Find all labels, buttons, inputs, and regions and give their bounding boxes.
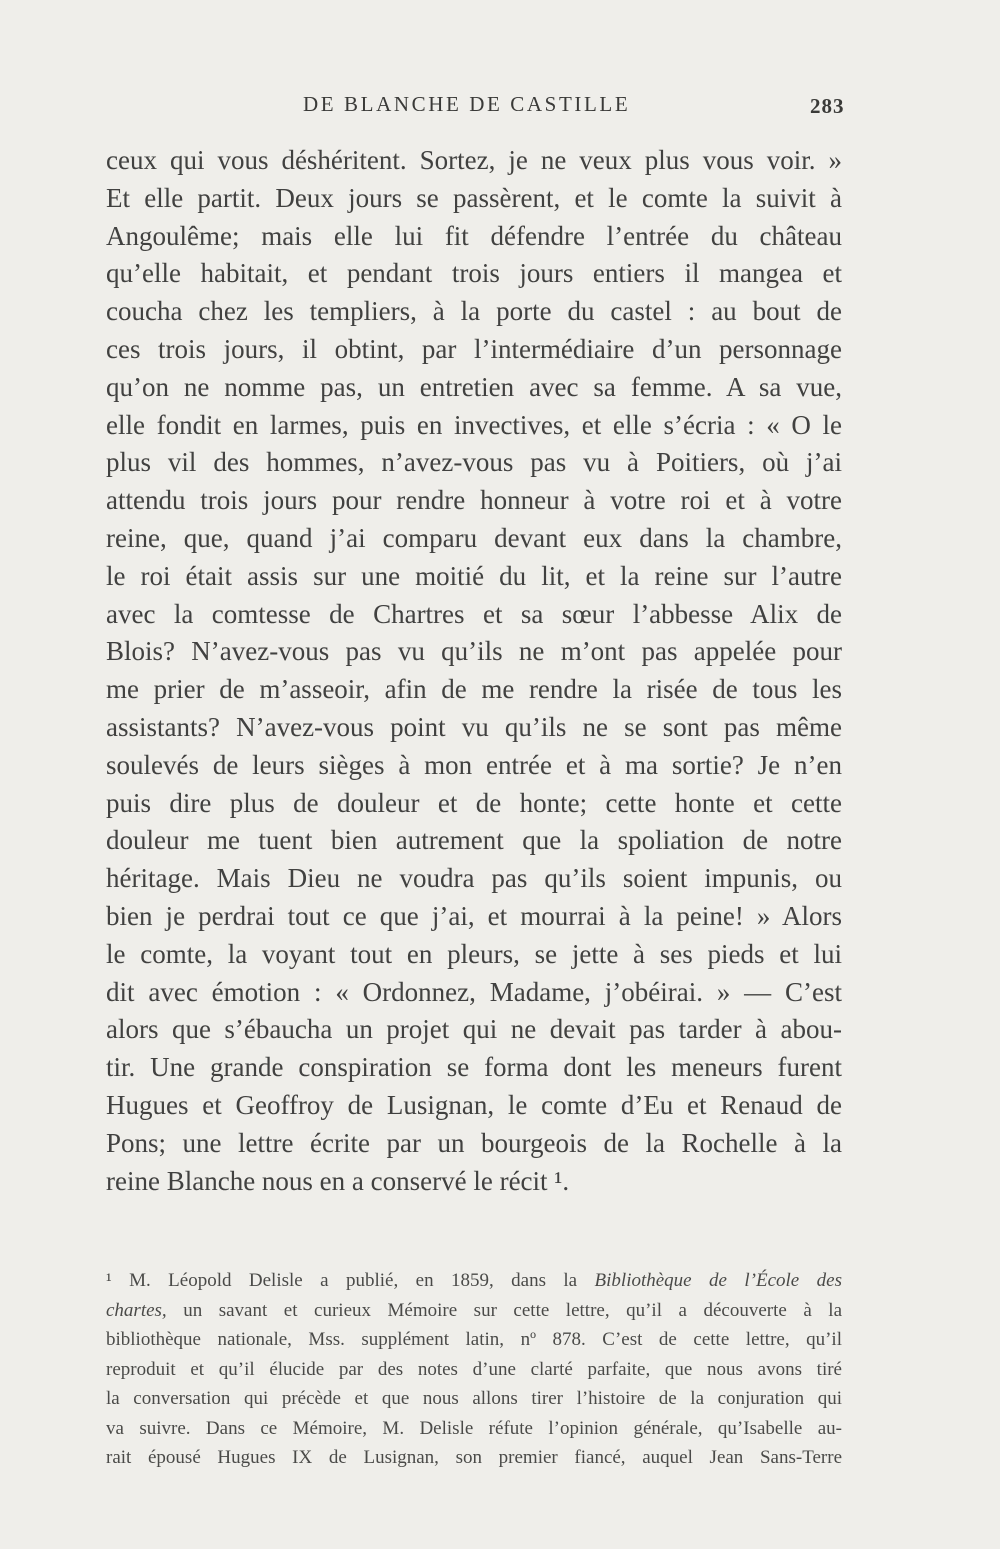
- body-line: plus vil des hommes, n’avez-vous pas vu à Poitiers, où j’ai: [106, 447, 842, 478]
- footnote-text: ¹ M. Léopold Delisle a publié, en 1859, dans la: [106, 1270, 595, 1291]
- body-line: alors que s’ébaucha un projet qui ne devait pas tarder à abou-: [106, 1014, 842, 1045]
- body-line: Blois? N’avez-vous pas vu qu’ils ne m’ont pas appelée pour: [106, 636, 842, 667]
- body-line: le comte, la voyant tout en pleurs, se jette à ses pieds et lui: [106, 938, 842, 969]
- body-line: Pons; une lettre écrite par un bourgeois de la Rochelle à la: [106, 1127, 842, 1158]
- body-line: qu’elle habitait, et pendant trois jours entiers il mangea et: [106, 258, 842, 289]
- body-line: qu’on ne nomme pas, un entretien avec sa femme. A sa vue,: [106, 371, 842, 402]
- running-header: [0, 92, 1000, 126]
- body-line: le roi était assis sur une moitié du lit, et la reine sur l’autre: [106, 560, 842, 591]
- body-line: ces trois jours, il obtint, par l’intermédiaire d’un personnage: [106, 333, 842, 364]
- body-line: assistants? N’avez-vous point vu qu’ils ne se sont pas même: [106, 711, 842, 742]
- body-line: ceux qui vous déshéritent. Sortez, je ne veux plus vous voir. »: [106, 145, 842, 175]
- body-line: elle fondit en larmes, puis en invectives, et elle s’écria : « O le: [106, 409, 842, 440]
- body-line: Angoulême; mais elle lui fit défendre l’entrée du château: [106, 220, 842, 251]
- body-line: coucha chez les templiers, à la porte du castel : au bout de: [106, 296, 842, 327]
- footnote-italic-title: chartes,: [106, 1299, 167, 1321]
- footnote-line: rait épousé Hugues IX de Lusignan, son premier fiancé, auquel Jean Sans-Terre: [106, 1447, 842, 1468]
- footnote-line: va suivre. Dans ce Mémoire, M. Delisle réfute l’opinion générale, qu’Isabelle au-: [106, 1417, 842, 1439]
- body-line: bien je perdrai tout ce que j’ai, et mourrai à la peine! » Alors: [106, 900, 842, 931]
- body-line: reine, que, quand j’ai comparu devant eux dans la chambre,: [106, 522, 842, 553]
- body-line: puis dire plus de douleur et de honte; cette honte et cette: [106, 787, 842, 818]
- body-line: attendu trois jours pour rendre honneur à votre roi et à votre: [106, 485, 842, 516]
- body-line: douleur me tuent bien autrement que la spoliation de notre: [106, 825, 842, 856]
- footnote-text: un savant et curieux Mémoire sur cette lettre, qu’il a découverte à la: [166, 1299, 842, 1321]
- footnote-line: bibliothèque nationale, Mss. supplément latin, nº 878. C’est de cette lettre, qu’il: [106, 1329, 842, 1350]
- footnote: [106, 1266, 842, 1473]
- body-text: [106, 142, 842, 1200]
- body-line: soulevés de leurs sièges à mon entrée et à ma sortie? Je n’en: [106, 749, 842, 780]
- footnote-line: [106, 1266, 842, 1296]
- footnote-line: la conversation qui précède et que nous allons tirer l’histoire de la conjuration qui: [106, 1388, 842, 1409]
- body-line: avec la comtesse de Chartres et sa sœur l’abbesse Alix de: [106, 598, 842, 629]
- footnote-italic-title: Bibliothèque de l’École des: [594, 1270, 842, 1291]
- body-line: me prier de m’asseoir, afin de me rendre la risée de tous les: [106, 674, 842, 705]
- page-number: 283: [810, 94, 845, 118]
- body-line: Et elle partit. Deux jours se passèrent, et le comte la suivit à: [106, 182, 842, 213]
- footnote-line: reproduit et qu’il élucide par des notes d’une clarté parfaite, que nous avons tiré: [106, 1358, 842, 1380]
- body-line: reine Blanche nous en a conservé le récit ¹.: [106, 1165, 570, 1196]
- running-title: DE BLANCHE DE CASTILLE: [303, 92, 631, 116]
- body-line: Hugues et Geoffroy de Lusignan, le comte d’Eu et Renaud de: [106, 1089, 842, 1120]
- body-line: dit avec émotion : « Ordonnez, Madame, j’obéirai. » — C’est: [106, 976, 842, 1007]
- footnote-line: [106, 1296, 842, 1326]
- body-line: héritage. Mais Dieu ne voudra pas qu’ils soient impunis, ou: [106, 863, 842, 894]
- body-line: tir. Une grande conspiration se forma dont les meneurs furent: [106, 1052, 842, 1083]
